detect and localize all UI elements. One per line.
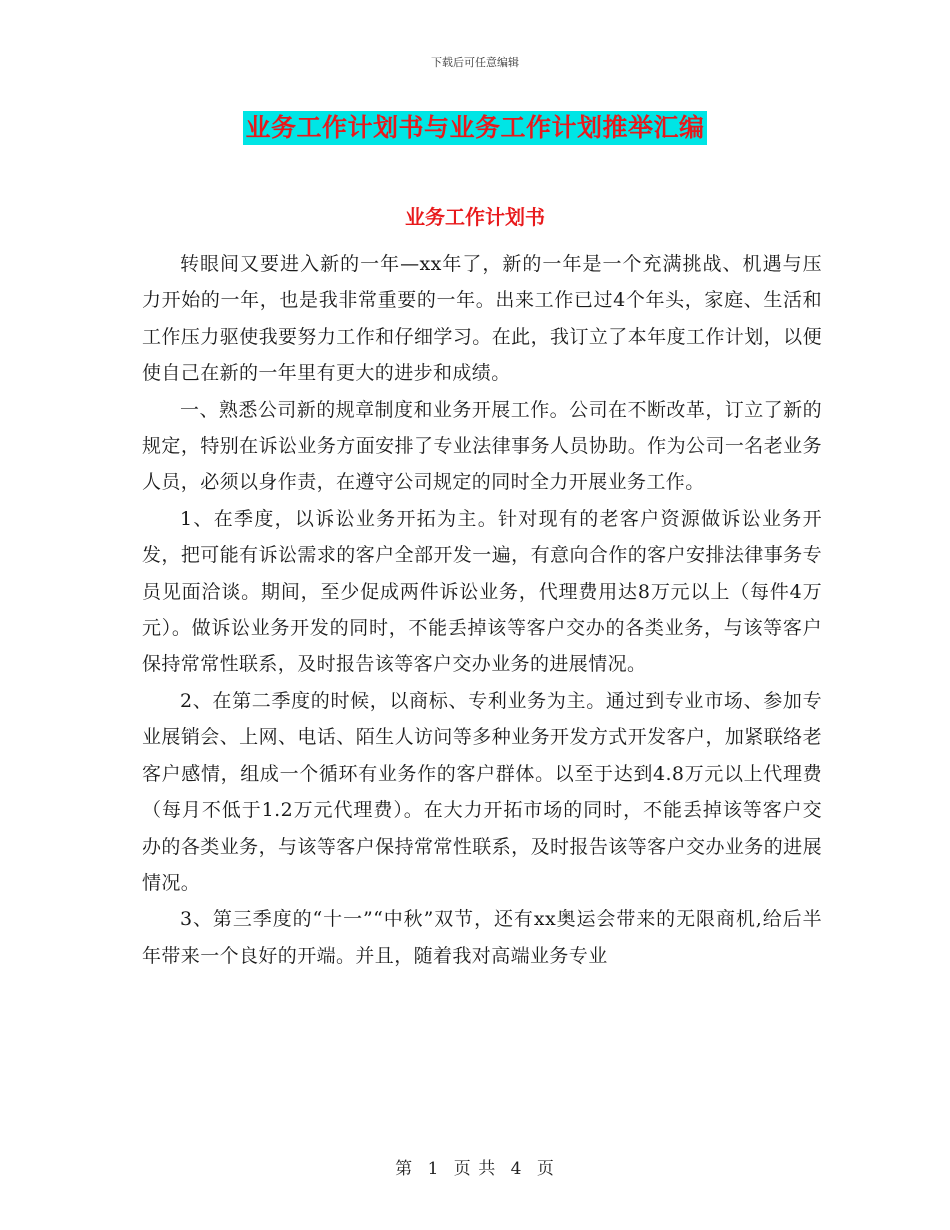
header-note: 下载后可任意编辑 xyxy=(431,56,519,69)
footer-prefix: 第 xyxy=(395,1159,414,1179)
page-footer xyxy=(0,1154,950,1179)
paragraph-intro: 转眼间又要进入新的一年—xx年了，新的一年是一个充满挑战、机遇与压力开始的一年，也是我非常重要的一年。出来工作已过4个年头，家庭、生活和工作压力驱使我要努力工作和仔细学习。在此，我订立了本年度工作计划，以便使自己在新的一年里有更大的进步和成绩。 xyxy=(142,253,822,385)
page-number: 1 xyxy=(427,1159,440,1179)
page-total: 4 xyxy=(510,1159,523,1179)
paragraph-item-2: 2、在第二季度的时候，以商标、专利业务为主。通过到专业市场、参加专业展销会、上网、电话、陌生人访问等多种业务开发方式开发客户，加紧联络老客户感情，组成一个循环有业务作的客户群体。以至于达到4.8万元以上代理费（每月不低于1.2万元代理费）。在大力开拓市场的同时，不能丢掉该等客户交办的各类业务，与该等客户保持常常性联系，及时报告该等客户交办业务的进展情况。 xyxy=(142,689,822,894)
paragraph-section-1: 一、熟悉公司新的规章制度和业务开展工作。公司在不断改革，订立了新的规定，特别在诉讼业务方面安排了专业法律事务人员协助。作为公司一名老业务人员，必须以身作责，在遵守公司规定的同时全力开展业务工作。 xyxy=(142,398,822,494)
paragraph-item-3: 3、第三季度的“十一”“中秋”双节，还有xx奥运会带来的无限商机,给后半年带来一个良好的开端。并且，随着我对高端业务专业 xyxy=(142,908,822,967)
document-title-container xyxy=(0,111,950,145)
paragraph-item-1: 1、在季度，以诉讼业务开拓为主。针对现有的老客户资源做诉讼业务开发，把可能有诉讼需求的客户全部开发一遍，有意向合作的客户安排法律事务专员见面洽谈。期间，至少促成两件诉讼业务，代理费用达8万元以上（每件4万元）。做诉讼业务开发的同时，不能丢掉该等客户交办的各类业务，与该等客户保持常常性联系，及时报告该等客户交办业务的进展情况。 xyxy=(142,507,822,676)
document-title: 业务工作计划书与业务工作计划推举汇编 xyxy=(243,111,706,145)
footer-suffix: 页 xyxy=(536,1159,555,1179)
document-body xyxy=(142,246,822,974)
footer-mid: 页 共 xyxy=(453,1159,497,1179)
section-title: 业务工作计划书 xyxy=(405,205,545,229)
